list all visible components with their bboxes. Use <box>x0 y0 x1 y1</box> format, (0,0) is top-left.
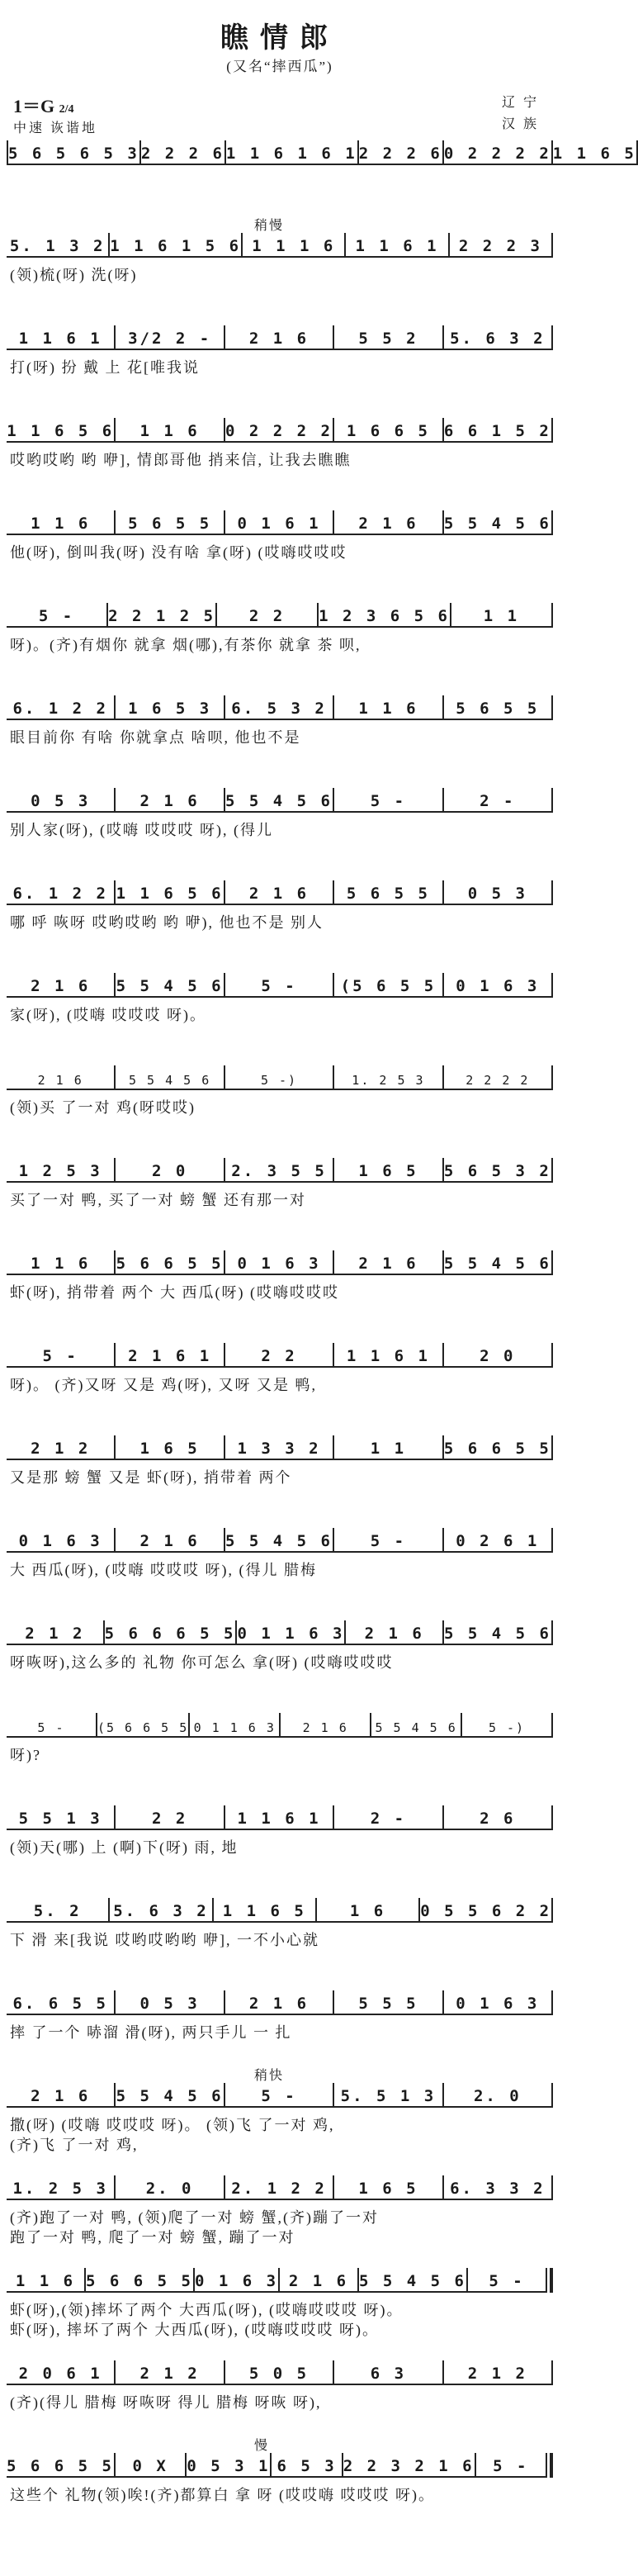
music-system <box>7 2268 553 2340</box>
tempo-change-mark: 稍快 <box>254 2069 285 2083</box>
measure: 5 5 4 5 6 <box>116 977 223 998</box>
measure: 2 2 <box>225 1347 333 1368</box>
music-system <box>7 2439 553 2505</box>
measure: 2 1 6 <box>280 2272 357 2293</box>
measure: 0 1 1 6 3 <box>237 1625 344 1645</box>
measure: 0 5 3 <box>7 792 114 813</box>
notation-row <box>7 2360 553 2386</box>
notation-row <box>7 880 553 906</box>
measure: 1 1 6 1 <box>334 1347 442 1368</box>
barline <box>551 418 553 443</box>
measure: 1 1 <box>451 607 551 628</box>
notation-row <box>7 140 636 166</box>
measure: 2. 3 5 5 <box>225 1162 333 1183</box>
notation-row <box>7 418 553 444</box>
measure: 1 1 6 5 6 <box>7 422 114 443</box>
measure: 5 5 4 5 6 <box>116 1073 223 1090</box>
measure: 1 1 6 1 <box>7 330 114 350</box>
music-system <box>7 1620 553 1672</box>
barline <box>551 603 553 628</box>
music-system <box>7 880 553 932</box>
measure: 5 6 5 3 2 <box>444 1162 551 1183</box>
measure: 2 1 6 <box>334 1255 442 1275</box>
measure: 1 1 6 <box>334 700 442 720</box>
lyric-line: 打(呀) 扮 戴 上 花[唯我说 <box>10 359 200 376</box>
measure: 5 6 5 5 <box>334 885 442 905</box>
lyric-line: 跑了一对 鸭, 爬了一对 螃 蟹, 蹦了一对 <box>10 2229 295 2246</box>
measure: 2. 0 <box>116 2180 223 2200</box>
measure: 2 1 6 <box>116 792 223 813</box>
lyric-line: 这些个 礼物(领)唉!(齐)都算白 拿 呀 (哎哎嗨 哎哎哎 呀)。 <box>10 2487 435 2503</box>
measure: 6 6 1 5 2 <box>444 422 551 443</box>
measure: 2 - <box>334 1810 442 1830</box>
music-system <box>7 603 553 655</box>
measure: 0 1 6 3 <box>7 1532 114 1553</box>
measure: 2 1 6 <box>225 330 333 350</box>
barline <box>551 1713 553 1738</box>
barline <box>551 233 553 258</box>
origin-region: 辽宁 <box>501 96 545 110</box>
song-alt-name: (又名“摔西瓜”) <box>226 59 333 74</box>
measure: 0 1 6 3 <box>444 1995 551 2015</box>
measure: 0 1 6 3 <box>195 2272 278 2293</box>
measure: 2. 0 <box>444 2087 551 2108</box>
measure: 1 1 6 <box>7 515 114 535</box>
measure: 2 0 6 1 <box>7 2365 114 2385</box>
measure: 0 5 5 6 2 2 <box>420 1902 551 1923</box>
measure: 1 6 5 <box>334 2180 442 2200</box>
measure: 5. 2 <box>7 1902 108 1923</box>
measure: 2 1 6 <box>7 977 114 998</box>
barline <box>551 1528 553 1553</box>
measure: 2 1 6 <box>225 1995 333 2015</box>
music-system <box>7 1435 553 1487</box>
music-system <box>7 325 553 377</box>
barline <box>551 2175 553 2200</box>
notation-row <box>7 1065 553 1091</box>
music-system <box>7 140 636 166</box>
music-system <box>7 1343 553 1395</box>
measure: 1 1 6 <box>7 1255 114 1275</box>
lyric-line: 又是那 螃 蟹 又是 虾(呀), 捎带着 两个 <box>10 1469 292 1486</box>
barline <box>551 510 553 535</box>
music-system <box>7 788 553 840</box>
measure: 5 - <box>334 1532 442 1553</box>
measure: 2 2 <box>116 1810 223 1830</box>
notation-row <box>7 973 553 999</box>
measure: 5 - <box>225 977 333 998</box>
music-system <box>7 1713 553 1765</box>
measure: 2 1 6 <box>7 1073 114 1090</box>
music-system <box>7 973 553 1025</box>
tempo-change-mark: 慢 <box>254 2439 270 2453</box>
measure: 5. 6 3 2 <box>110 1902 211 1923</box>
notation-row <box>7 510 553 536</box>
barline <box>551 1435 553 1460</box>
lyric-line: 撒(呀) (哎嗨 哎哎哎 呀)。 (领)飞 了一对 鸡, <box>10 2117 335 2133</box>
measure: 5 5 1 3 <box>7 1810 114 1830</box>
measure: 6 5 3 <box>272 2457 341 2478</box>
measure: 2 1 2 <box>7 1625 103 1645</box>
lyric-line: 虾(呀), 摔坏了两个 大西瓜(呀), (哎嗨哎哎哎 呀)。 <box>10 2322 379 2338</box>
barline <box>551 1990 553 2015</box>
measure: 1. 2 5 3 <box>7 2180 114 2200</box>
notation-row <box>7 2453 553 2479</box>
notation-row <box>7 2083 553 2109</box>
measure: 3/2 2 - <box>116 330 223 350</box>
measure: 5 - <box>468 2272 546 2293</box>
measure: 0 2 6 1 <box>444 1532 551 1553</box>
lyric-line: 呀)。 (齐)又呀 又是 鸡(呀), 又呀 又是 鸭, <box>10 1377 317 1393</box>
music-system <box>7 2175 553 2247</box>
measure: (5 6 6 5 5 <box>97 1720 188 1738</box>
measure: (5 6 5 5 <box>334 977 442 998</box>
measure: 1 6 5 <box>334 1162 442 1183</box>
measure: 5 - <box>476 2457 546 2478</box>
measure: 2 2 2 3 <box>450 237 551 258</box>
barline <box>551 880 553 905</box>
barline <box>546 2268 553 2293</box>
music-system <box>7 1528 553 1580</box>
measure: 5 -) <box>462 1720 551 1738</box>
notation-row <box>7 2175 553 2201</box>
measure: 5 5 4 5 6 <box>359 2272 466 2293</box>
notation-row <box>7 788 553 814</box>
measure: 1 1 1 6 <box>243 237 344 258</box>
measure: 2 2 2 6 <box>359 145 442 165</box>
measure: 2 1 6 <box>281 1720 370 1738</box>
measure: 5 0 5 <box>225 2365 333 2385</box>
notation-row <box>7 1435 553 1461</box>
notation-row <box>7 603 553 629</box>
measure: 6. 1 2 2 <box>7 885 114 905</box>
measure: 2 1 6 <box>334 515 442 535</box>
lyric-line: 摔 了一个 哧溜 滑(呀), 两只手儿 一 扎 <box>10 2024 292 2041</box>
measure: 1 2 5 3 <box>7 1162 114 1183</box>
music-system <box>7 2360 553 2412</box>
music-system <box>7 1158 553 1210</box>
measure: 0 X <box>116 2457 185 2478</box>
measure: 5 - <box>225 2087 333 2108</box>
measure: 5. 1 3 2 <box>7 237 108 258</box>
measure: 0 5 3 <box>444 885 551 905</box>
meter-label: 2/4 <box>59 103 74 116</box>
barline <box>546 2453 553 2478</box>
measure: 0 5 3 <box>116 1995 223 2015</box>
song-title: 瞧情郎 <box>220 23 339 54</box>
notation-row <box>7 1250 553 1276</box>
measure: 2 2 <box>217 607 317 628</box>
notation-row <box>7 1898 553 1924</box>
measure: 5 5 4 5 6 <box>225 792 333 813</box>
barline <box>551 1250 553 1275</box>
measure: 5. 5 1 3 <box>334 2087 442 2108</box>
measure: 5 5 2 <box>334 330 442 350</box>
barline <box>551 788 553 813</box>
measure: 6. 5 3 2 <box>225 700 333 720</box>
measure: 5 5 4 5 6 <box>371 1720 461 1738</box>
lyric-line: 买了一对 鸭, 买了一对 螃 蟹 还有那一对 <box>10 1192 306 1208</box>
music-system <box>7 1990 553 2042</box>
tempo-change-mark: 稍慢 <box>254 219 285 233</box>
measure: 5 6 6 5 5 <box>444 1440 551 1460</box>
notation-row <box>7 1620 553 1646</box>
barline <box>551 2360 553 2385</box>
origin-ethnic: 汉族 <box>501 117 545 131</box>
measure: 0 2 2 2 2 <box>444 145 551 165</box>
notation-row <box>7 1990 553 2016</box>
measure: 0 2 2 2 2 <box>225 422 333 443</box>
notation-row <box>7 325 553 351</box>
measure: 5 - <box>7 1347 114 1368</box>
barline <box>551 1158 553 1183</box>
lyric-line: 呀)? <box>10 1747 41 1763</box>
lyric-line: (领)天(哪) 上 (啊)下(呀) 雨, 地 <box>10 1839 239 1856</box>
measure: 2 1 2 <box>7 1440 114 1460</box>
measure: 2 2 1 2 5 <box>108 607 215 628</box>
barline <box>551 325 553 350</box>
notation-row <box>7 2268 553 2294</box>
measure: 5 5 4 5 6 <box>225 1532 333 1553</box>
lyric-line: 下 滑 来[我说 哎哟哎哟哟 咿], 一不小心就 <box>10 1932 319 1948</box>
measure: 1 6 5 <box>116 1440 223 1460</box>
music-system <box>7 1065 553 1117</box>
measure: 2 0 <box>444 1347 551 1368</box>
notation-row <box>7 1528 553 1554</box>
measure: 5 - <box>7 607 106 628</box>
lyric-line: 他(呀), 倒叫我(呀) 没有啥 拿(呀) (哎嗨哎哎哎 <box>10 544 347 561</box>
measure: 2 2 3 2 1 6 <box>343 2457 475 2478</box>
measure: 5 6 5 6 5 3 <box>8 145 139 165</box>
measure: 6 3 <box>334 2365 442 2385</box>
barline <box>551 973 553 998</box>
measure: 1 1 6 5 6 <box>116 885 223 905</box>
measure: 1 6 5 3 <box>116 700 223 720</box>
measure: 1 3 3 2 <box>225 1440 333 1460</box>
measure: 5 6 6 6 5 5 <box>105 1625 236 1645</box>
tempo-marking: 中速 诙谐地 <box>13 121 98 135</box>
measure: 1 1 6 1 <box>346 237 447 258</box>
measure: 1 2 3 6 5 6 <box>319 607 450 628</box>
measure: 1 1 6 <box>116 422 223 443</box>
measure: 0 1 6 3 <box>225 1255 333 1275</box>
lyric-line: 别人家(呀), (哎嗨 哎哎哎 呀), (得儿 <box>10 822 273 838</box>
barline <box>551 1343 553 1368</box>
measure: 2 0 <box>116 1162 223 1183</box>
measure: 2. 1 2 2 <box>225 2180 333 2200</box>
lyric-line: 虾(呀), 捎带着 两个 大 西瓜(呀) (哎嗨哎哎哎 <box>10 1284 339 1301</box>
lyric-line: 家(呀), (哎嗨 哎哎哎 呀)。 <box>10 1007 206 1023</box>
lyric-line: 虾(呀),(领)摔坏了两个 大西瓜(呀), (哎嗨哎哎哎 呀)。 <box>10 2302 404 2318</box>
barline <box>551 1065 553 1090</box>
measure: 5 -) <box>225 1073 333 1090</box>
measure: 2 1 6 1 <box>116 1347 223 1368</box>
measure: 1 1 6 5 <box>553 145 636 165</box>
measure: 1. 2 5 3 <box>334 1073 442 1090</box>
notation-row <box>7 233 553 259</box>
measure: 6. 1 2 2 <box>7 700 114 720</box>
lyric-line: 眼目前你 有啥 你就拿点 啥呗, 他也不是 <box>10 729 301 746</box>
music-system <box>7 510 553 562</box>
measure: 2 1 6 <box>116 1532 223 1553</box>
key-signature <box>13 93 74 118</box>
measure: 0 1 6 1 <box>225 515 333 535</box>
music-system <box>7 695 553 747</box>
measure: 5 5 4 5 6 <box>444 515 551 535</box>
notation-row <box>7 1158 553 1184</box>
measure: 5. 6 3 2 <box>444 330 551 350</box>
barline <box>551 695 553 720</box>
measure: 2 1 2 <box>444 2365 551 2385</box>
lyric-line: (齐)(得儿 腊梅 呀咴呀 得儿 腊梅 呀咴 呀), <box>10 2394 322 2411</box>
measure: 0 1 6 3 <box>444 977 551 998</box>
barline <box>551 2083 553 2108</box>
measure: 5 6 6 5 5 <box>7 2457 114 2478</box>
measure: 5 6 6 5 5 <box>86 2272 193 2293</box>
music-system <box>7 1805 553 1857</box>
origin-info <box>502 93 545 135</box>
measure: 6. 3 3 2 <box>444 2180 551 2200</box>
measure: 1 1 <box>334 1440 442 1460</box>
lyric-line: 哪 呼 咴呀 哎哟哎哟 哟 咿), 他也不是 别人 <box>10 914 324 931</box>
measure: 5 6 6 5 5 <box>116 1255 223 1275</box>
measure: 1 1 6 5 <box>214 1902 315 1923</box>
music-system <box>7 418 553 470</box>
measure: 2 6 <box>444 1810 551 1830</box>
measure: 1 1 6 <box>7 2272 84 2293</box>
lyric-line: 呀咴呀),这么多的 礼物 你可怎么 拿(呀) (哎嗨哎哎哎 <box>10 1654 394 1671</box>
lyric-line: (领)买 了一对 鸡(呀哎哎) <box>10 1099 196 1116</box>
measure: 0 5 3 1 <box>187 2457 270 2478</box>
lyric-line: (齐)跑了一对 鸭, (领)爬了一对 螃 蟹,(齐)蹦了一对 <box>10 2209 379 2226</box>
music-system <box>7 1250 553 1302</box>
measure: 2 2 2 6 <box>141 145 224 165</box>
measure: 5 - <box>334 792 442 813</box>
measure: 1 1 6 1 <box>225 1810 333 1830</box>
music-system <box>7 1898 553 1950</box>
measure: 5 6 5 5 <box>116 515 223 535</box>
measure: 1 6 <box>317 1902 418 1923</box>
measure: 2 1 6 <box>346 1625 442 1645</box>
measure: 5 5 4 5 6 <box>444 1255 551 1275</box>
lyric-line: (领)梳(呀) 洗(呀) <box>10 267 138 283</box>
key-label: 1＝G <box>13 96 55 116</box>
barline <box>551 1805 553 1830</box>
lyric-line: (齐)飞 了一对 鸡, <box>10 2137 139 2153</box>
measure: 1 1 6 1 6 1 <box>226 145 357 165</box>
measure: 6. 6 5 5 <box>7 1995 114 2015</box>
barline <box>551 1620 553 1645</box>
measure: 2 1 2 <box>116 2365 223 2385</box>
notation-row <box>7 1343 553 1369</box>
measure: 2 - <box>444 792 551 813</box>
measure: 2 1 6 <box>7 2087 114 2108</box>
notation-row <box>7 695 553 721</box>
notation-row <box>7 1805 553 1831</box>
measure: 2 2 2 2 <box>444 1073 551 1090</box>
measure: 2 1 6 <box>225 885 333 905</box>
measure: 5 5 4 5 6 <box>444 1625 551 1645</box>
music-system <box>7 219 553 285</box>
lyric-line: 哎哟哎哟 哟 咿], 情郎哥他 捎来信, 让我去瞧瞧 <box>10 452 352 468</box>
measure: 0 1 1 6 3 <box>190 1720 279 1738</box>
music-system <box>7 2069 553 2155</box>
measure: 5 5 5 <box>334 1995 442 2015</box>
notation-row <box>7 1713 553 1739</box>
measure: 5 - <box>7 1720 96 1738</box>
measure: 1 1 6 1 5 6 <box>110 237 241 258</box>
measure: 5 5 4 5 6 <box>116 2087 223 2108</box>
measure: 5 6 5 5 <box>444 700 551 720</box>
lyric-line: 大 西瓜(呀), (哎嗨 哎哎哎 呀), (得儿 腊梅 <box>10 1562 317 1578</box>
barline <box>551 1898 553 1923</box>
lyric-line: 呀)。(齐)有烟你 就拿 烟(哪),有茶你 就拿 茶 呗, <box>10 637 362 653</box>
measure: 1 6 6 5 <box>334 422 442 443</box>
